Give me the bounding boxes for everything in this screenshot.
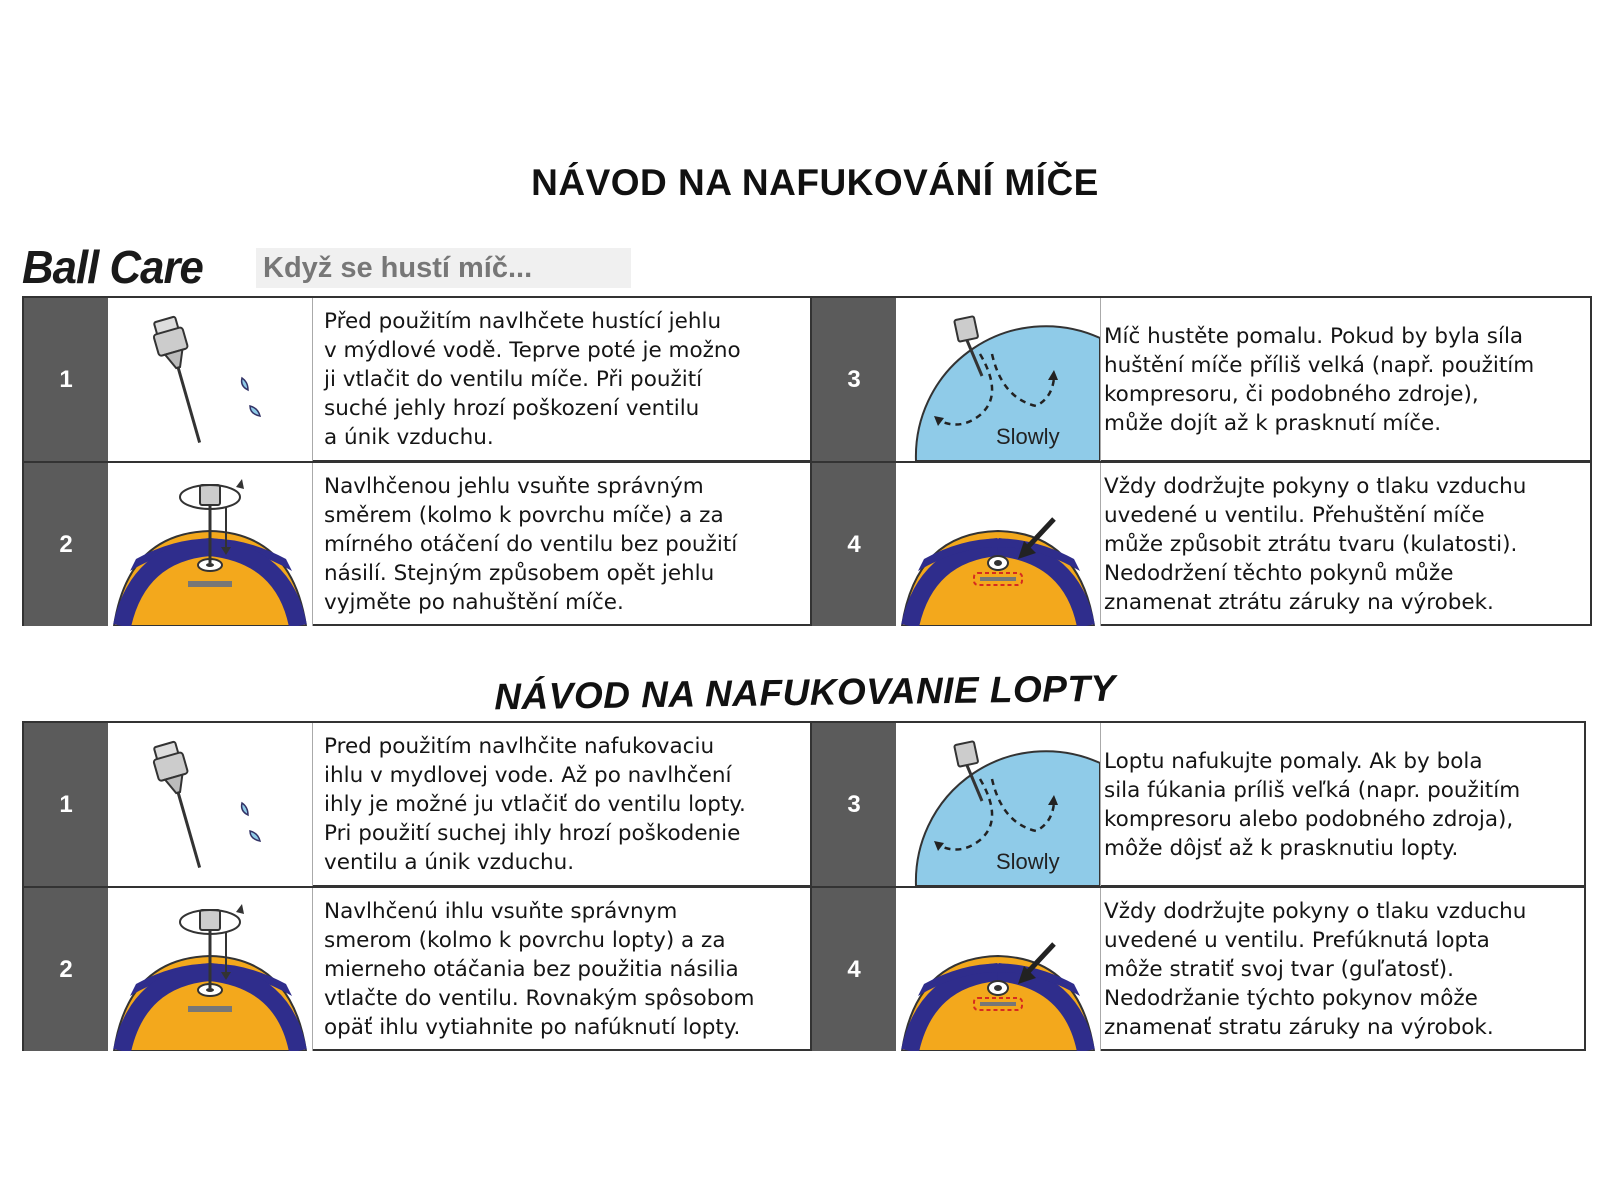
step-number: 2 bbox=[24, 463, 108, 626]
ball-icon bbox=[896, 463, 1100, 626]
instruction-panel-cz bbox=[22, 296, 1592, 626]
step-description: Loptu nafukujte pomaly. Ak by bola sila fúkania príliš veľká (napr. použitím kompresoru alebo podobného zdroja), môže dôjsť až k prasknutiu lopty. bbox=[1104, 748, 1521, 861]
step-description: Navlhčenú ihlu vsuňte správnym smerom (kolmo k povrchu lopty) a za mierneho otáčania bez použitia násilia vtlačte do ventilu. Rovnakým spôsobom opäť ihlu vytiahnite po nafúknutí lopty. bbox=[324, 899, 755, 1040]
step-number: 1 bbox=[24, 723, 108, 886]
step-4 bbox=[812, 888, 1588, 1051]
step-3 bbox=[812, 723, 1588, 886]
page-title-sk: NÁVOD NA NAFUKOVANIE LOPTY bbox=[494, 667, 1116, 718]
page-title-cz: NÁVOD NA NAFUKOVÁNÍ MÍČE bbox=[531, 162, 1099, 203]
step-1 bbox=[24, 298, 810, 461]
step-description: Navlhčenou jehlu vsuňte správným směrem (kolmo k povrchu míče) a za mírného otáčení do ventilu bez použití násilí. Stejným způsobem opět jehlu vyjměte po nahuštění míče. bbox=[324, 474, 738, 615]
step-description: Vždy dodržujte pokyny o tlaku vzduchu uvedené u ventilu. Prefúknutá lopta môže stratiť svoj tvar (guľatosť). Nedodržanie týchto pokynov môže znamenať stratu záruky na výrobok. bbox=[1104, 899, 1527, 1040]
ball-icon bbox=[108, 463, 312, 626]
ball-icon bbox=[896, 298, 1100, 461]
water-drops-icon bbox=[242, 378, 260, 416]
step-2 bbox=[24, 463, 810, 626]
step-2 bbox=[24, 888, 810, 1051]
slowly-label: Slowly bbox=[996, 424, 1060, 449]
ball-icon bbox=[896, 888, 1100, 1051]
step-description: Pred použitím navlhčite nafukovaciu ihlu v mydlovej vode. Až po navlhčení ihly je možné ju vtlačiť do ventilu lopty. Pri použití suchej ihly hrozí poškodenie ventilu a únik vzduchu. bbox=[324, 734, 746, 875]
step-description: Míč hustěte pomalu. Pokud by byla síla huštění míče příliš velká (např. použitím kompresoru, či podobného zdroje), může dojít až k prasknutí míče. bbox=[1104, 323, 1535, 436]
step-3 bbox=[812, 298, 1588, 461]
needle-icon bbox=[108, 298, 312, 461]
ball-icon bbox=[108, 888, 312, 1051]
step-number: 4 bbox=[812, 888, 896, 1051]
section-subtitle: Když se hustí míč... bbox=[256, 248, 631, 288]
step-number: 4 bbox=[812, 463, 896, 626]
slowly-label: Slowly bbox=[996, 849, 1060, 874]
step-description: Před použitím navlhčete hustící jehlu v mýdlové vodě. Teprve poté je možno ji vtlačit do ventilu míče. Při použití suché jehly hrozí poškození ventilu a únik vzduchu. bbox=[324, 309, 741, 450]
water-drops-icon bbox=[242, 803, 260, 841]
step-4 bbox=[812, 463, 1588, 626]
step-number: 2 bbox=[24, 888, 108, 1051]
step-description: Vždy dodržujte pokyny o tlaku vzduchu uvedené u ventilu. Přehuštění míče může způsobit ztrátu tvaru (kulatosti). Nedodržení těchto pokynů může znamenat ztrátu záruky na výrobek. bbox=[1104, 474, 1527, 615]
brand-title: Ball Care bbox=[22, 241, 203, 293]
instruction-panel-sk bbox=[22, 721, 1586, 1051]
needle-illustration bbox=[108, 723, 313, 886]
step-number: 3 bbox=[812, 723, 896, 886]
slow-inflation-illustration bbox=[896, 298, 1101, 461]
needle-in-ball-illustration bbox=[108, 888, 313, 1051]
step-number: 1 bbox=[24, 298, 108, 461]
needle-in-ball-illustration bbox=[108, 463, 313, 626]
valve-pressure-illustration bbox=[896, 463, 1101, 626]
needle-illustration bbox=[108, 298, 313, 461]
slow-inflation-illustration bbox=[896, 723, 1101, 886]
step-number: 3 bbox=[812, 298, 896, 461]
ball-icon bbox=[896, 723, 1100, 886]
step-1 bbox=[24, 723, 810, 886]
needle-icon bbox=[108, 723, 312, 886]
valve-pressure-illustration bbox=[896, 888, 1101, 1051]
